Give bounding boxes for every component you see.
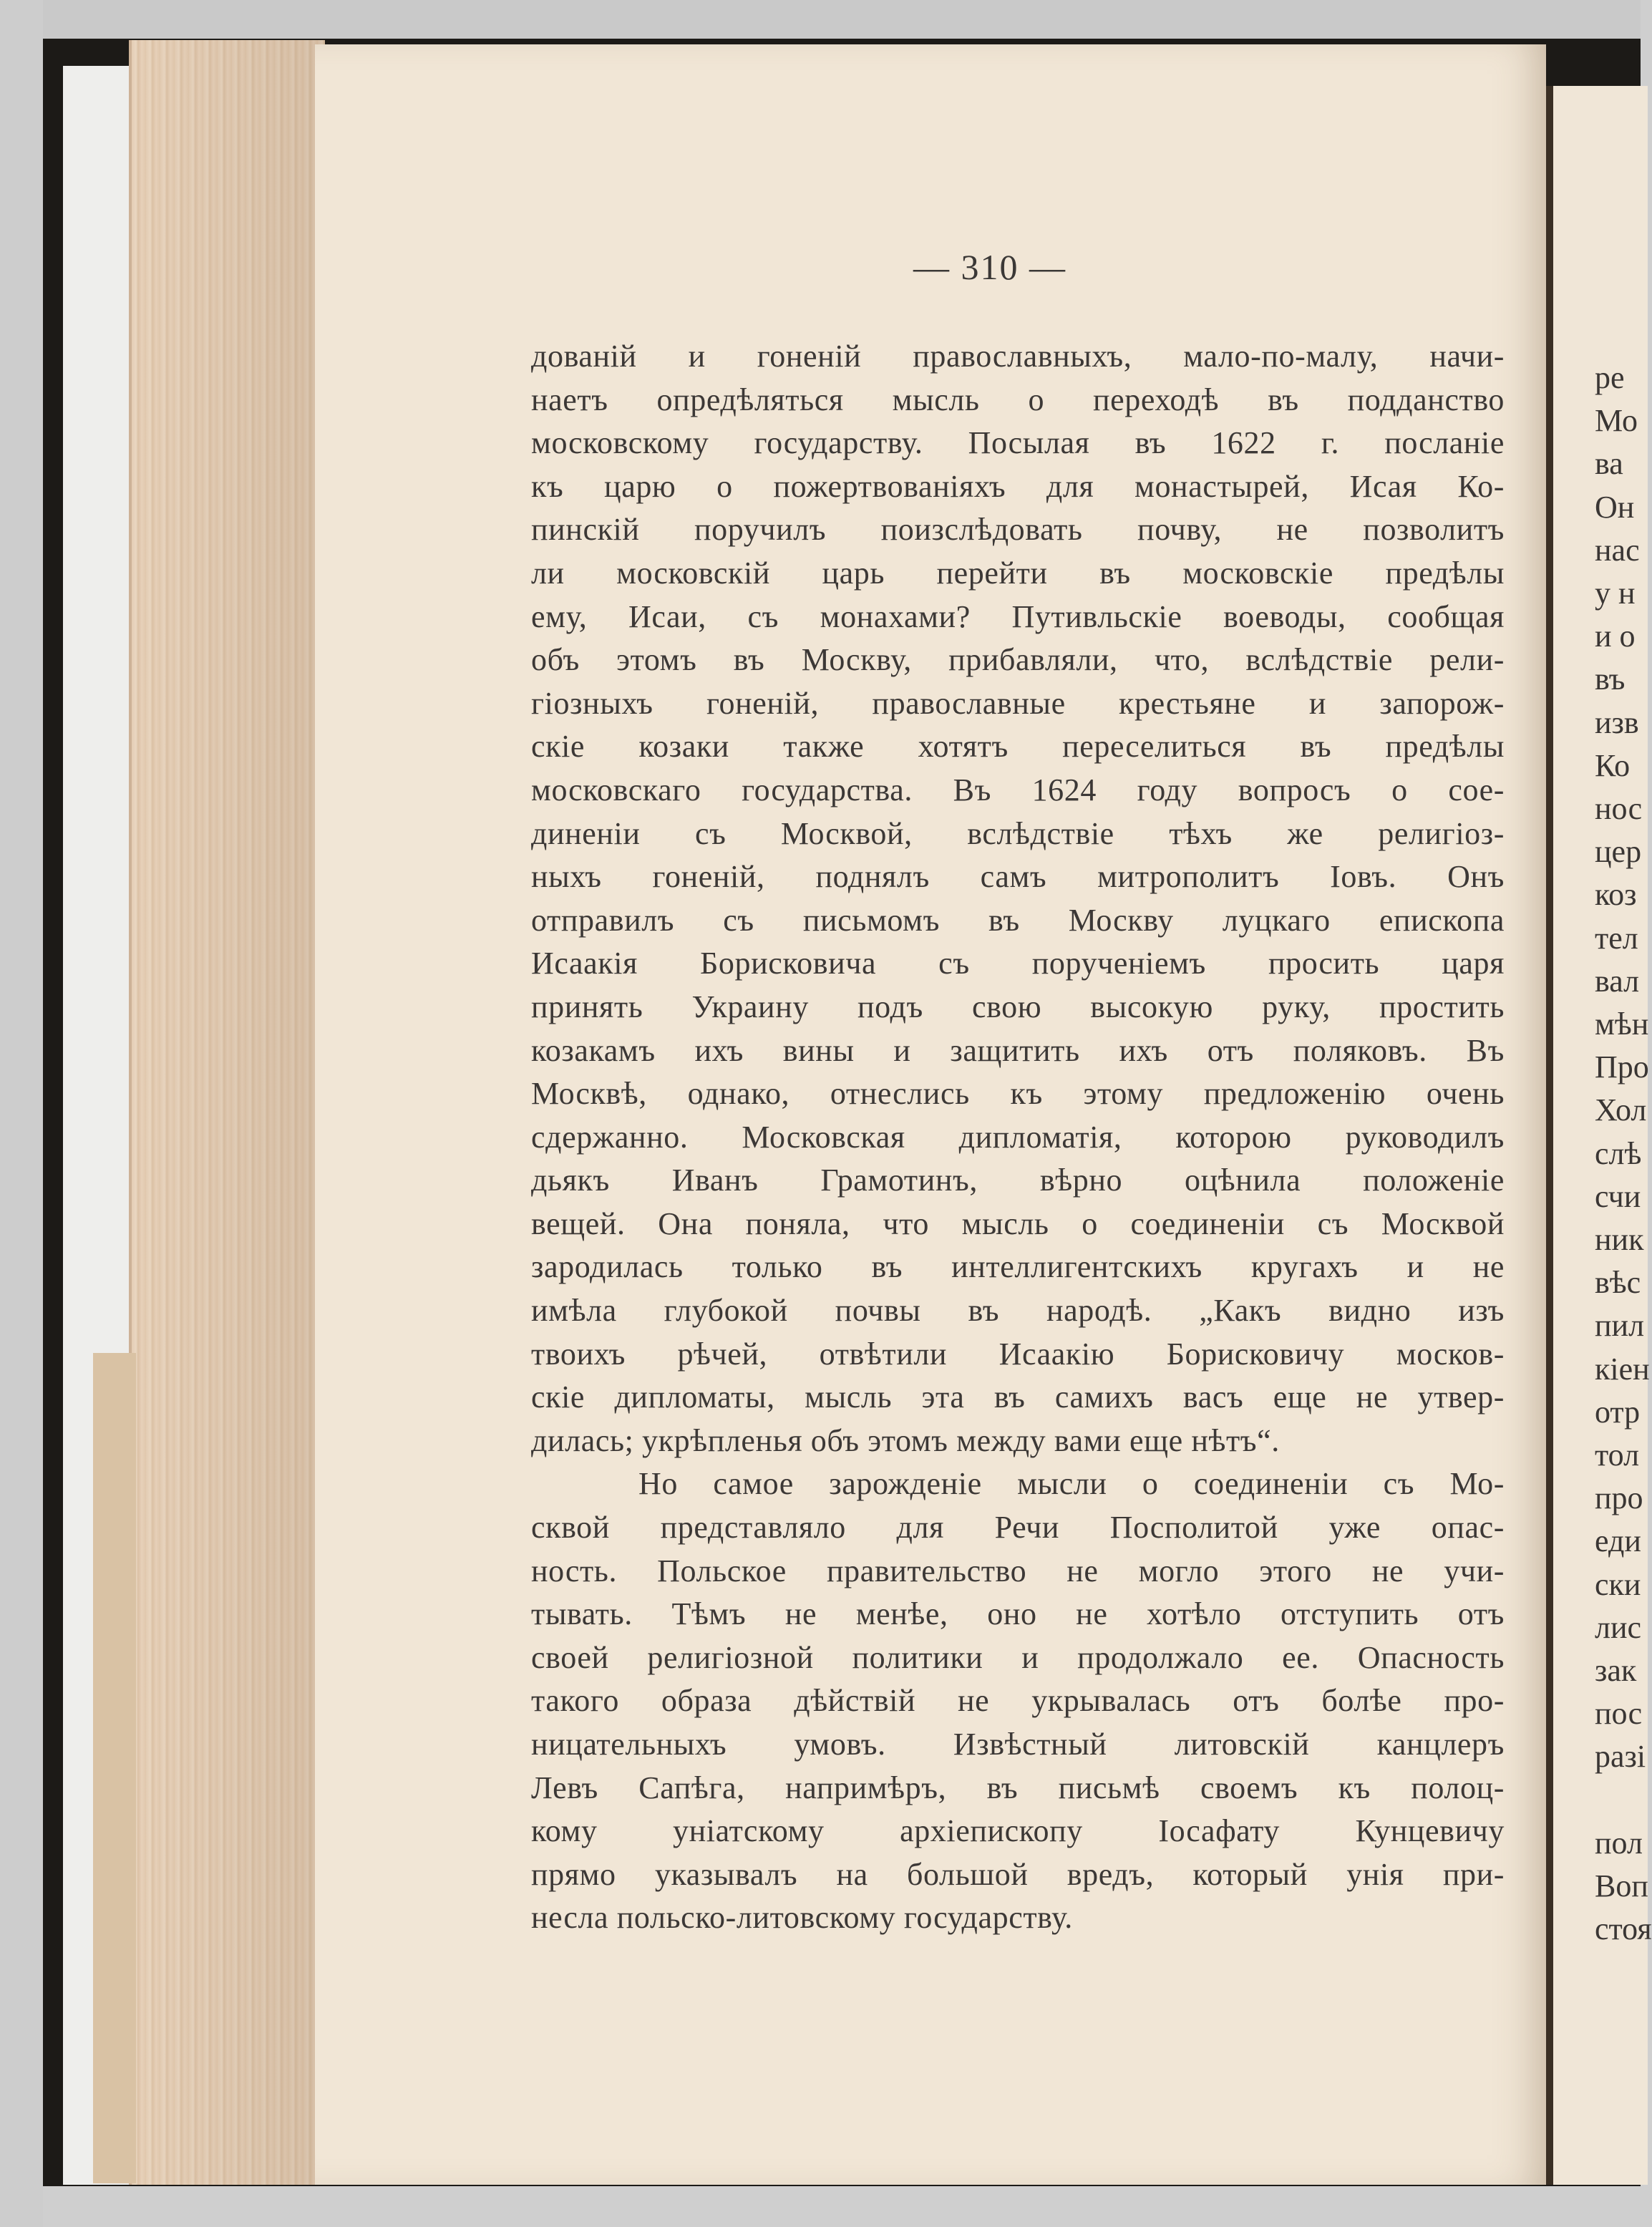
text-line: ность. Польское правительство не могло этого не учи- <box>531 1553 1505 1588</box>
text-line: ему, Исаи, съ монахами? Путивльскіе воеводы, сообщая <box>531 598 1505 634</box>
text-line: своей религіозной политики и продолжало ее. Опасность <box>531 1639 1505 1675</box>
facing-page-fragment: нос <box>1595 791 1643 826</box>
facing-page-fragment: еди <box>1595 1523 1641 1559</box>
facing-page <box>1546 86 1652 2185</box>
text-line: скіе дипломаты, мысль эта въ самихъ васъ еще не утвер- <box>531 1379 1505 1415</box>
text-line: гіозныхъ гоненій, православные крестьяне и запорож- <box>531 685 1505 721</box>
text-line: ли московскій царь перейти въ московскіе предѣлы <box>531 555 1505 591</box>
text-line: такого образа дѣйствій не укрывалась отъ болѣе про- <box>531 1683 1505 1719</box>
facing-page-fragment: лис <box>1595 1609 1642 1645</box>
text-line: московскаго государства. Въ 1624 году вопросъ о сое- <box>531 772 1505 807</box>
facing-page-fragment: Он <box>1595 489 1635 525</box>
facing-page-fragment: Воп <box>1595 1868 1648 1903</box>
text-line: объ этомъ въ Москву, прибавляли, что, вслѣдствіе рели- <box>531 642 1505 678</box>
text-line: наетъ опредѣляться мысль о переходѣ въ подданство <box>531 382 1505 417</box>
text-line-paragraph-end: несла польско-литовскому государству. <box>531 1900 1073 1936</box>
page-text-block <box>531 335 1505 1940</box>
facing-page-fragment: у н <box>1595 576 1636 611</box>
facing-page-fragment: кіен <box>1595 1351 1650 1387</box>
text-line: дованій и гоненій православныхъ, мало-по-малу, начи- <box>531 339 1505 374</box>
facing-page-fragment: отр <box>1595 1394 1641 1430</box>
facing-page-fragment: цер <box>1595 834 1642 870</box>
facing-page-fragment: Про <box>1595 1049 1649 1085</box>
facing-page-fragment: разі <box>1595 1739 1646 1775</box>
facing-page-fragment: мѣн <box>1595 1006 1649 1042</box>
scanner-left-edge <box>0 0 43 2227</box>
facing-page-fragment: вѣс <box>1595 1265 1641 1301</box>
facing-page-fragment: Мо <box>1595 403 1638 439</box>
facing-page-fragment: Ко <box>1595 747 1631 783</box>
facing-page-fragment: ски <box>1595 1566 1641 1602</box>
text-line: сквой представляло для Речи Посполитой уже опас- <box>531 1510 1505 1546</box>
facing-page-fragment: въ <box>1595 661 1626 697</box>
facing-page-fragment: и о <box>1595 618 1636 654</box>
text-line: Левъ Сапѣга, напримѣръ, въ письмѣ своемъ къ полоц- <box>531 1770 1505 1805</box>
facing-page-fragment: пил <box>1595 1308 1645 1344</box>
text-line: скіе козаки также хотятъ переселиться въ предѣлы <box>531 729 1505 765</box>
text-line: сдержанно. Московская дипломатія, которою руководилъ <box>531 1119 1505 1155</box>
facing-page-fragment: нас <box>1595 532 1640 568</box>
facing-page-fragment: пол <box>1595 1825 1643 1860</box>
facing-page-fragment: стоя <box>1595 1911 1652 1947</box>
text-line: ныхъ гоненій, поднялъ самъ митрополитъ Іовъ. Онъ <box>531 859 1505 895</box>
text-line: отправилъ съ письмомъ въ Москву луцкаго епископа <box>531 902 1505 938</box>
text-line-paragraph-start: Но самое зарожденіе мысли о соединеніи съ Мо- <box>638 1466 1505 1502</box>
facing-page-fragment: тел <box>1595 920 1638 956</box>
facing-page-fragment: слѣ <box>1595 1135 1642 1171</box>
facing-page-fragment: пос <box>1595 1696 1643 1732</box>
text-line: прямо указывалъ на большой вредъ, который унія при- <box>531 1856 1505 1892</box>
facing-page-fragment: про <box>1595 1480 1643 1516</box>
facing-page-fragment: тол <box>1595 1437 1640 1472</box>
book-page-edges <box>129 40 325 2185</box>
text-line: кому уніатскому архіепископу Іосафату Кунцевичу <box>531 1813 1505 1849</box>
text-line: диненіи съ Москвой, вслѣдствіе тѣхъ же религіоз- <box>531 815 1505 851</box>
text-line: имѣла глубокой почвы въ народѣ. „Какъ видно изъ <box>531 1293 1505 1329</box>
facing-page-fragment: счи <box>1595 1178 1641 1214</box>
scanner-top-edge <box>0 0 1641 39</box>
facing-page-fragment: вал <box>1595 963 1640 999</box>
facing-page-fragment: коз <box>1595 877 1637 913</box>
text-line: Москвѣ, однако, отнеслись къ этому предложенію очень <box>531 1076 1505 1112</box>
text-line: зародилась только въ интеллигентскихъ кругахъ и не <box>531 1249 1505 1285</box>
facing-page-fragment: ва <box>1595 446 1623 482</box>
text-line-paragraph-end: дилась; укрѣпленья объ этомъ между вами еще нѣтъ“. <box>531 1422 1280 1458</box>
book-page-edges-lower <box>93 1353 136 2183</box>
text-line: принять Украину подъ свою высокую руку, простить <box>531 989 1505 1024</box>
facing-page-fragment: изв <box>1595 704 1639 740</box>
facing-page-fragment: ник <box>1595 1222 1644 1257</box>
facing-page-fragment: ре <box>1595 360 1625 395</box>
facing-page-fragment: зак <box>1595 1653 1637 1688</box>
text-line: вещей. Она поняла, что мысль о соединеніи съ Москвой <box>531 1205 1505 1241</box>
text-line: пинскій поручилъ поизслѣдовать почву, не позволитъ <box>531 512 1505 548</box>
text-line: Исаакія Борисковича съ порученіемъ просить царя <box>531 946 1505 981</box>
facing-page-fragment: Хол <box>1595 1092 1647 1128</box>
text-line: московскому государству. Посылая въ 1622 г. посланіе <box>531 425 1505 461</box>
text-line: къ царю о пожертвованіяхъ для монастырей, Исая Ко- <box>531 468 1505 504</box>
text-line: козакамъ ихъ вины и защитить ихъ отъ поляковъ. Въ <box>531 1032 1505 1068</box>
text-line: тывать. Тѣмъ не менѣе, оно не хотѣло отступить отъ <box>531 1596 1505 1632</box>
text-line: дьякъ Иванъ Грамотинъ, вѣрно оцѣнила положеніе <box>531 1163 1505 1198</box>
page-number: — 310 — <box>913 247 1066 287</box>
text-line: твоихъ рѣчей, отвѣтили Исаакію Борисковичу москов- <box>531 1336 1505 1372</box>
text-line: ницательныхъ умовъ. Извѣстный литовскій канцлеръ <box>531 1727 1505 1762</box>
